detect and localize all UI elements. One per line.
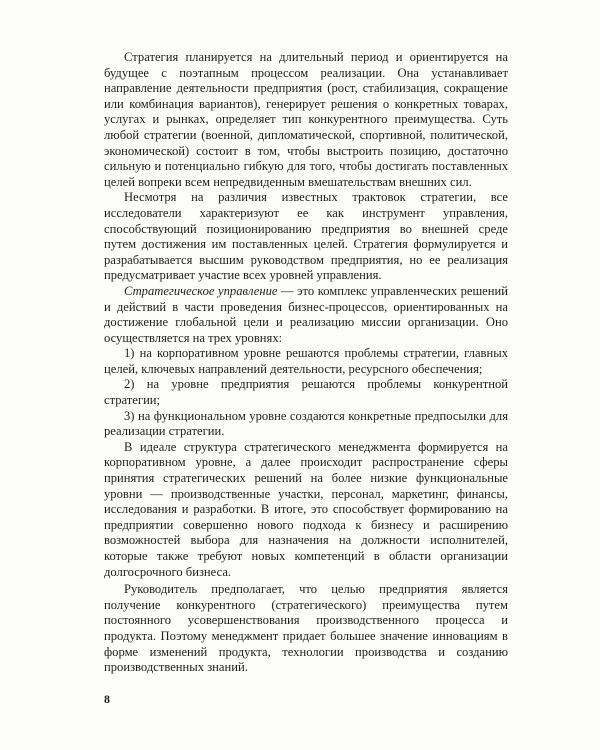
paragraph-strategy-tool: Несмотря на различия известных трактовок стратегии, все исследователи характеризуют ее как инструмент управления, способствующий позиционированию предприятия во внешней среде путем достижения им поставленных целей. Стратегия формулируется и разрабатывается высшим руководством предприятия, но ее реализация предусматривает участие всех уровней управления.: [104, 190, 508, 283]
list-item-enterprise-level: 2) на уровне предприятия решаются проблемы конкурентной стратегии;: [104, 377, 508, 408]
page-number: 8: [104, 692, 110, 706]
paragraph-competitive-advantage: Руководитель предполагает, что целью предприятия является получение конкурентного (стратегического) преимущества путем постоянного усовершенствования производственного процесса и продукта. Поэтому менеджмент придает большее значение инновациям в форме изменений продукта, технологии производства и созданию производственных знаний.: [104, 582, 508, 675]
paragraph-strategic-management: [104, 284, 508, 346]
list-item-functional-level: 3) на функциональном уровне создаются конкретные предпосылки для реализации стратегии.: [104, 408, 508, 439]
paragraph-strategy-definition: Стратегия планируется на длительный период и ориентируется на будущее с поэтапным процессом реализации. Она устанавливает направление деятельности предприятия (рост, стабилизация, сокращение или комбинация вариантов), генерирует решения о конкретных товарах, услугах и рынках, определяет тип конкурентного преимущества. Суть любой стратегии (военной, дипломатической, спортивной, политической, экономической) состоит в том, чтобы выстроить позицию, достаточно сильную и потенциально гибкую для того, чтобы достигать поставленных целей вопреки всем непредвиденным вмешательствам внешних сил.: [104, 50, 508, 189]
term-strategic-management: Стратегическое управление: [124, 283, 278, 298]
term-definition: — это комплекс управленческих решений и действий в части проведения бизнес-процессов, ориентированных на достижение глобальной цели и реализацию миссии организации. Оно осуществляется на трех уровнях:: [104, 283, 508, 345]
list-item-corporate-level: 1) на корпоративном уровне решаются проблемы стратегии, главных целей, ключевых направлений деятельности, ресурсного обеспечения;: [104, 346, 508, 376]
body-text: [104, 50, 508, 676]
paragraph-structure-ideal: В идеале структура стратегического менеджмента формируется на корпоративном уровне, а далее происходит распространение сферы принятия стратегических решений на более низкие функциональные уровни — производственные участки, персонал, маркетинг, финансы, исследования и разработки. В итоге, это способствует формированию на предприятии совершенно нового подхода к бизнесу и расширению возможностей выбора для назначения на должности исполнителей, которые также требуют новых компетенций в области организации долгосрочного бизнеса.: [104, 439, 508, 579]
